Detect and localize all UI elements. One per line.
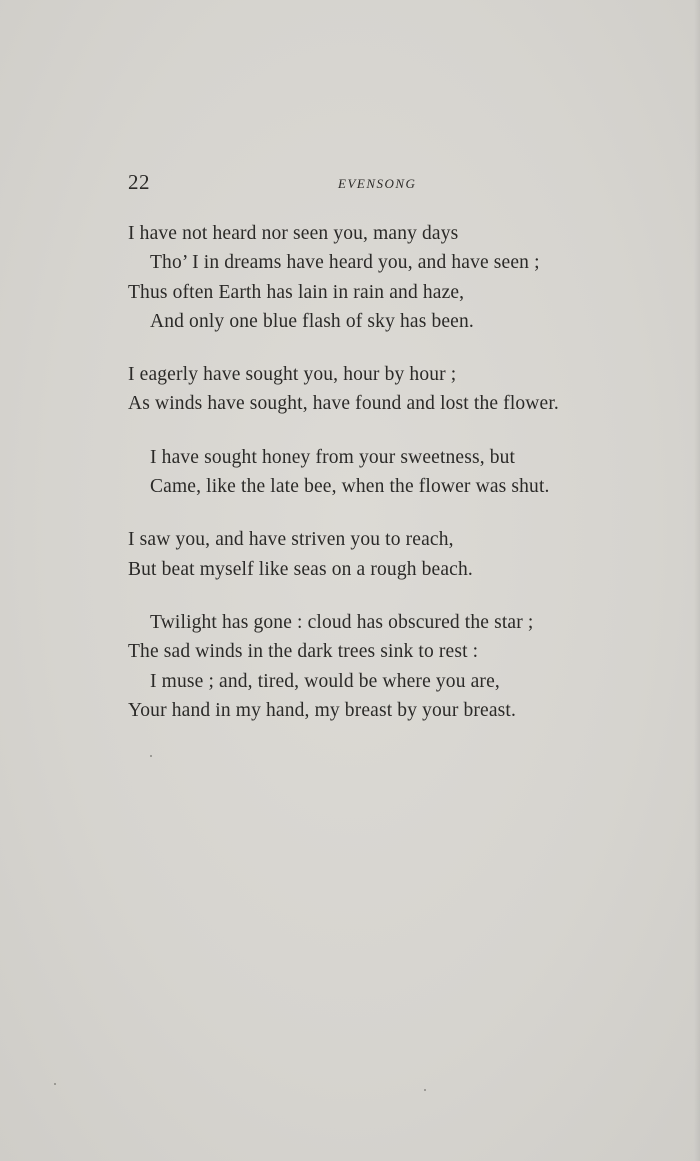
poem-line: As winds have sought, have found and lost the flower. — [128, 393, 559, 415]
poem-line: Tho’ I in dreams have heard you, and have seen ; — [150, 252, 540, 274]
poem-line: But beat myself like seas on a rough beach. — [128, 558, 473, 580]
poem-line: I muse ; and, tired, would be where you are, — [150, 670, 500, 692]
paper-speck — [150, 755, 152, 757]
paper-speck — [54, 1083, 56, 1085]
poem-line: The sad winds in the dark trees sink to rest : — [128, 641, 479, 663]
paper-speck — [424, 1089, 426, 1091]
stanza-3 — [128, 443, 648, 502]
poem-line: I eagerly have sought you, hour by hour ; — [128, 364, 457, 386]
stanza-4 — [128, 525, 648, 584]
poem-line: Twilight has gone : cloud has obscured the star ; — [150, 611, 534, 633]
poem-line: I have not heard nor seen you, many days — [128, 223, 459, 244]
running-head: EVENSONG — [338, 176, 417, 191]
page-number: 22 — [128, 170, 150, 194]
stanza-1 — [128, 219, 648, 336]
stanza-2 — [128, 360, 648, 419]
page-header — [128, 170, 608, 196]
poem-line: Your hand in my hand, my breast by your breast. — [128, 699, 516, 721]
page-edge-shadow — [694, 0, 700, 1161]
poem-line: I have sought honey from your sweetness, but — [150, 446, 516, 468]
poem-line: Came, like the late bee, when the flower was shut. — [150, 476, 550, 498]
poem-line: I saw you, and have striven you to reach, — [128, 529, 454, 551]
poem-line: Thus often Earth has lain in rain and haze, — [128, 281, 465, 303]
stanza-5 — [128, 608, 648, 725]
poem-line: And only one blue flash of sky has been. — [150, 310, 474, 332]
poem — [128, 219, 648, 725]
